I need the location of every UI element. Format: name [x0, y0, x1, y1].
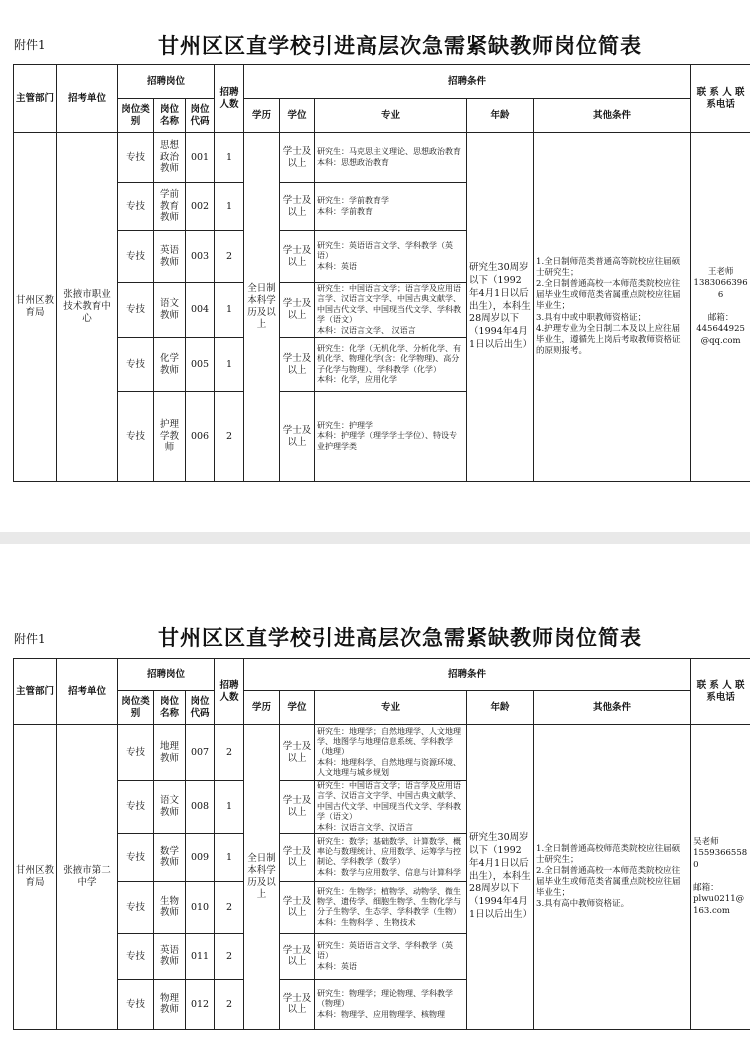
unit-cell: 张掖市职业技术教育中心: [57, 133, 118, 482]
degree-cell: 学士及以上: [280, 283, 315, 338]
header-other: 其他条件: [534, 99, 691, 133]
post-type-cell: 专技: [118, 231, 154, 283]
count-cell: 2: [215, 881, 244, 933]
degree-cell: 学士及以上: [280, 979, 315, 1029]
header-unit: 招考单位: [57, 659, 118, 725]
count-cell: 1: [215, 133, 244, 183]
page-separator: [0, 532, 750, 544]
page-2: [0, 546, 750, 1055]
attachment-label: 附件1: [14, 632, 46, 646]
major-cell: 研究生：英语语言文学、学科教学（英语） 本科：英语: [315, 933, 467, 979]
table-row: [14, 725, 750, 781]
major-cell: 研究生：中国语言文学；语言学及应用语言学、汉语言文字学、中国古典文献学、中国古代文学、中国现当代文学、学科教学（语文） 本科：汉语言文学、汉语言: [315, 781, 467, 834]
post-code-cell: 009: [186, 833, 215, 881]
header-age: 年龄: [467, 691, 534, 725]
post-type-cell: 专技: [118, 283, 154, 338]
degree-cell: 学士及以上: [280, 781, 315, 834]
post-code-cell: 010: [186, 881, 215, 933]
post-type-cell: 专技: [118, 725, 154, 781]
header-age: 年龄: [467, 99, 534, 133]
post-code-cell: 001: [186, 133, 215, 183]
dept-cell: 甘州区教育局: [14, 133, 57, 482]
post-name-cell: 物理教师: [154, 979, 186, 1029]
positions-table: [13, 64, 750, 482]
header-post-type: 岗位类别: [118, 99, 154, 133]
post-type-cell: 专技: [118, 392, 154, 482]
post-code-cell: 005: [186, 338, 215, 392]
header-unit: 招考单位: [57, 65, 118, 133]
header-post-code: 岗位代码: [186, 99, 215, 133]
education-cell: 全日制本科学历及以上: [244, 725, 280, 1030]
header-dept: 主管部门: [14, 659, 57, 725]
page-title: 甘州区区直学校引进高层次急需紧缺教师岗位简表: [158, 33, 642, 58]
header-post-type: 岗位类别: [118, 691, 154, 725]
header-education: 学历: [244, 691, 280, 725]
degree-cell: 学士及以上: [280, 833, 315, 881]
header-contact: 联 系 人 联系电话: [691, 65, 750, 133]
post-code-cell: 006: [186, 392, 215, 482]
degree-cell: 学士及以上: [280, 392, 315, 482]
table-row: [14, 133, 750, 183]
header-other: 其他条件: [534, 691, 691, 725]
header-major: 专业: [315, 99, 467, 133]
page-title: 甘州区区直学校引进高层次急需紧缺教师岗位简表: [158, 625, 642, 650]
degree-cell: 学士及以上: [280, 338, 315, 392]
degree-cell: 学士及以上: [280, 133, 315, 183]
count-cell: 2: [215, 933, 244, 979]
header-conditions: 招聘条件: [244, 65, 691, 99]
post-name-cell: 英语教师: [154, 231, 186, 283]
count-cell: 1: [215, 833, 244, 881]
header-posts: 招聘岗位: [118, 65, 215, 99]
major-cell: 研究生：化学（无机化学、分析化学、有机化学、物理化学(含：化学物理)、高分子化学与物理）、学科教学（化学） 本科：化学，应用化学: [315, 338, 467, 392]
post-code-cell: 004: [186, 283, 215, 338]
post-name-cell: 数学教师: [154, 833, 186, 881]
post-name-cell: 学前教育教师: [154, 183, 186, 231]
major-cell: 研究生：生物学；植物学、动物学、微生物学、遗传学、细胞生物学、生物化学与分子生物学、生态学、学科教学（生物） 本科：生物科学 、生物技术: [315, 881, 467, 933]
post-type-cell: 专技: [118, 979, 154, 1029]
post-name-cell: 护理学教师: [154, 392, 186, 482]
major-cell: 研究生：中国语言文学；语言学及应用语言学、汉语言文字学、中国古典文献学、中国古代文学、中国现当代文学、学科教学（语文） 本科：汉语言文学、 汉语言: [315, 283, 467, 338]
degree-cell: 学士及以上: [280, 881, 315, 933]
age-cell: 研究生30周岁以下（1992年4月1日以后出生），本科生28周岁以下（1994年4月1日以后出生）: [467, 133, 534, 482]
major-cell: 研究生：英语语言文学、学科教学（英语） 本科：英语: [315, 231, 467, 283]
count-cell: 2: [215, 231, 244, 283]
count-cell: 2: [215, 725, 244, 781]
post-type-cell: 专技: [118, 833, 154, 881]
post-code-cell: 002: [186, 183, 215, 231]
major-cell: 研究生：马克思主义理论、思想政治教育 本科：思想政治教育: [315, 133, 467, 183]
post-code-cell: 012: [186, 979, 215, 1029]
header-degree: 学位: [280, 691, 315, 725]
dept-cell: 甘州区教育局: [14, 725, 57, 1030]
attachment-label: 附件1: [14, 38, 46, 52]
count-cell: 1: [215, 283, 244, 338]
post-type-cell: 专技: [118, 881, 154, 933]
major-cell: 研究生：物理学；理论物理、学科教学（物理） 本科：物理学、应用物理学、核物理: [315, 979, 467, 1029]
post-name-cell: 思想政治教师: [154, 133, 186, 183]
header-dept: 主管部门: [14, 65, 57, 133]
post-type-cell: 专技: [118, 133, 154, 183]
count-cell: 2: [215, 979, 244, 1029]
post-name-cell: 生物教师: [154, 881, 186, 933]
count-cell: 1: [215, 183, 244, 231]
other-conditions-cell: 1.全日制普通高校师范类院校应往届硕士研究生； 2.全日制普通高校一本师范类院校应往届毕业生或师范类省属重点院校应往届毕业生； 3.具有高中教师资格证。: [534, 725, 691, 1030]
post-type-cell: 专技: [118, 338, 154, 392]
post-name-cell: 化学教师: [154, 338, 186, 392]
header-degree: 学位: [280, 99, 315, 133]
header-count: 招聘人数: [215, 659, 244, 725]
post-type-cell: 专技: [118, 933, 154, 979]
post-name-cell: 英语教师: [154, 933, 186, 979]
header-conditions: 招聘条件: [244, 659, 691, 691]
count-cell: 2: [215, 392, 244, 482]
header-post-code: 岗位代码: [186, 691, 215, 725]
degree-cell: 学士及以上: [280, 725, 315, 781]
major-cell: 研究生：护理学 本科：护理学（理学学士学位）、特设专业护理学类: [315, 392, 467, 482]
unit-cell: 张掖市第二中学: [57, 725, 118, 1030]
education-cell: 全日制本科学历及以上: [244, 133, 280, 482]
post-code-cell: 003: [186, 231, 215, 283]
post-name-cell: 语文教师: [154, 781, 186, 834]
post-code-cell: 011: [186, 933, 215, 979]
header-post-name: 岗位名称: [154, 99, 186, 133]
post-name-cell: 地理教师: [154, 725, 186, 781]
count-cell: 1: [215, 781, 244, 834]
other-conditions-cell: 1.全日制师范类普通高等院校应往届硕士研究生； 2.全日制普通高校一本师范类院校应往届毕业生或师范类省属重点院校应往届毕业生； 3.具有中或中职教师资格证； 4.护理专业为全日制二本及以上应往届毕业生，遵循先上岗后考取教师资格证的原则报考。: [534, 133, 691, 482]
degree-cell: 学士及以上: [280, 183, 315, 231]
contact-cell: 吴老师 15593665580 邮箱： plwu0211@163.com: [691, 725, 750, 1030]
major-cell: 研究生：数学；基础数学、计算数学、概率论与数理统计、应用数学、运筹学与控制论、学科教学（数学） 本科：数学与应用数学、信息与计算科学: [315, 833, 467, 881]
post-type-cell: 专技: [118, 781, 154, 834]
header-major: 专业: [315, 691, 467, 725]
header-contact: 联 系 人 联系电话: [691, 659, 750, 725]
degree-cell: 学士及以上: [280, 231, 315, 283]
age-cell: 研究生30周岁以下（1992年4月1日以后出生），本科生28周岁以下（1994年4月1日以后出生）: [467, 725, 534, 1030]
count-cell: 1: [215, 338, 244, 392]
degree-cell: 学士及以上: [280, 933, 315, 979]
positions-table: [13, 658, 750, 1030]
major-cell: 研究生：地理学；自然地理学、人文地理学、地图学与地理信息系统、学科教学（地理） 本科：地理科学、自然地理与资源环境、人文地理与城乡规划: [315, 725, 467, 781]
contact-cell: 王老师 13830663966 邮箱： 445644925@qq.com: [691, 133, 750, 482]
major-cell: 研究生：学前教育学 本科：学前教育: [315, 183, 467, 231]
post-type-cell: 专技: [118, 183, 154, 231]
post-code-cell: 008: [186, 781, 215, 834]
post-name-cell: 语文教师: [154, 283, 186, 338]
header-count: 招聘人数: [215, 65, 244, 133]
header-education: 学历: [244, 99, 280, 133]
header-post-name: 岗位名称: [154, 691, 186, 725]
post-code-cell: 007: [186, 725, 215, 781]
header-posts: 招聘岗位: [118, 659, 215, 691]
